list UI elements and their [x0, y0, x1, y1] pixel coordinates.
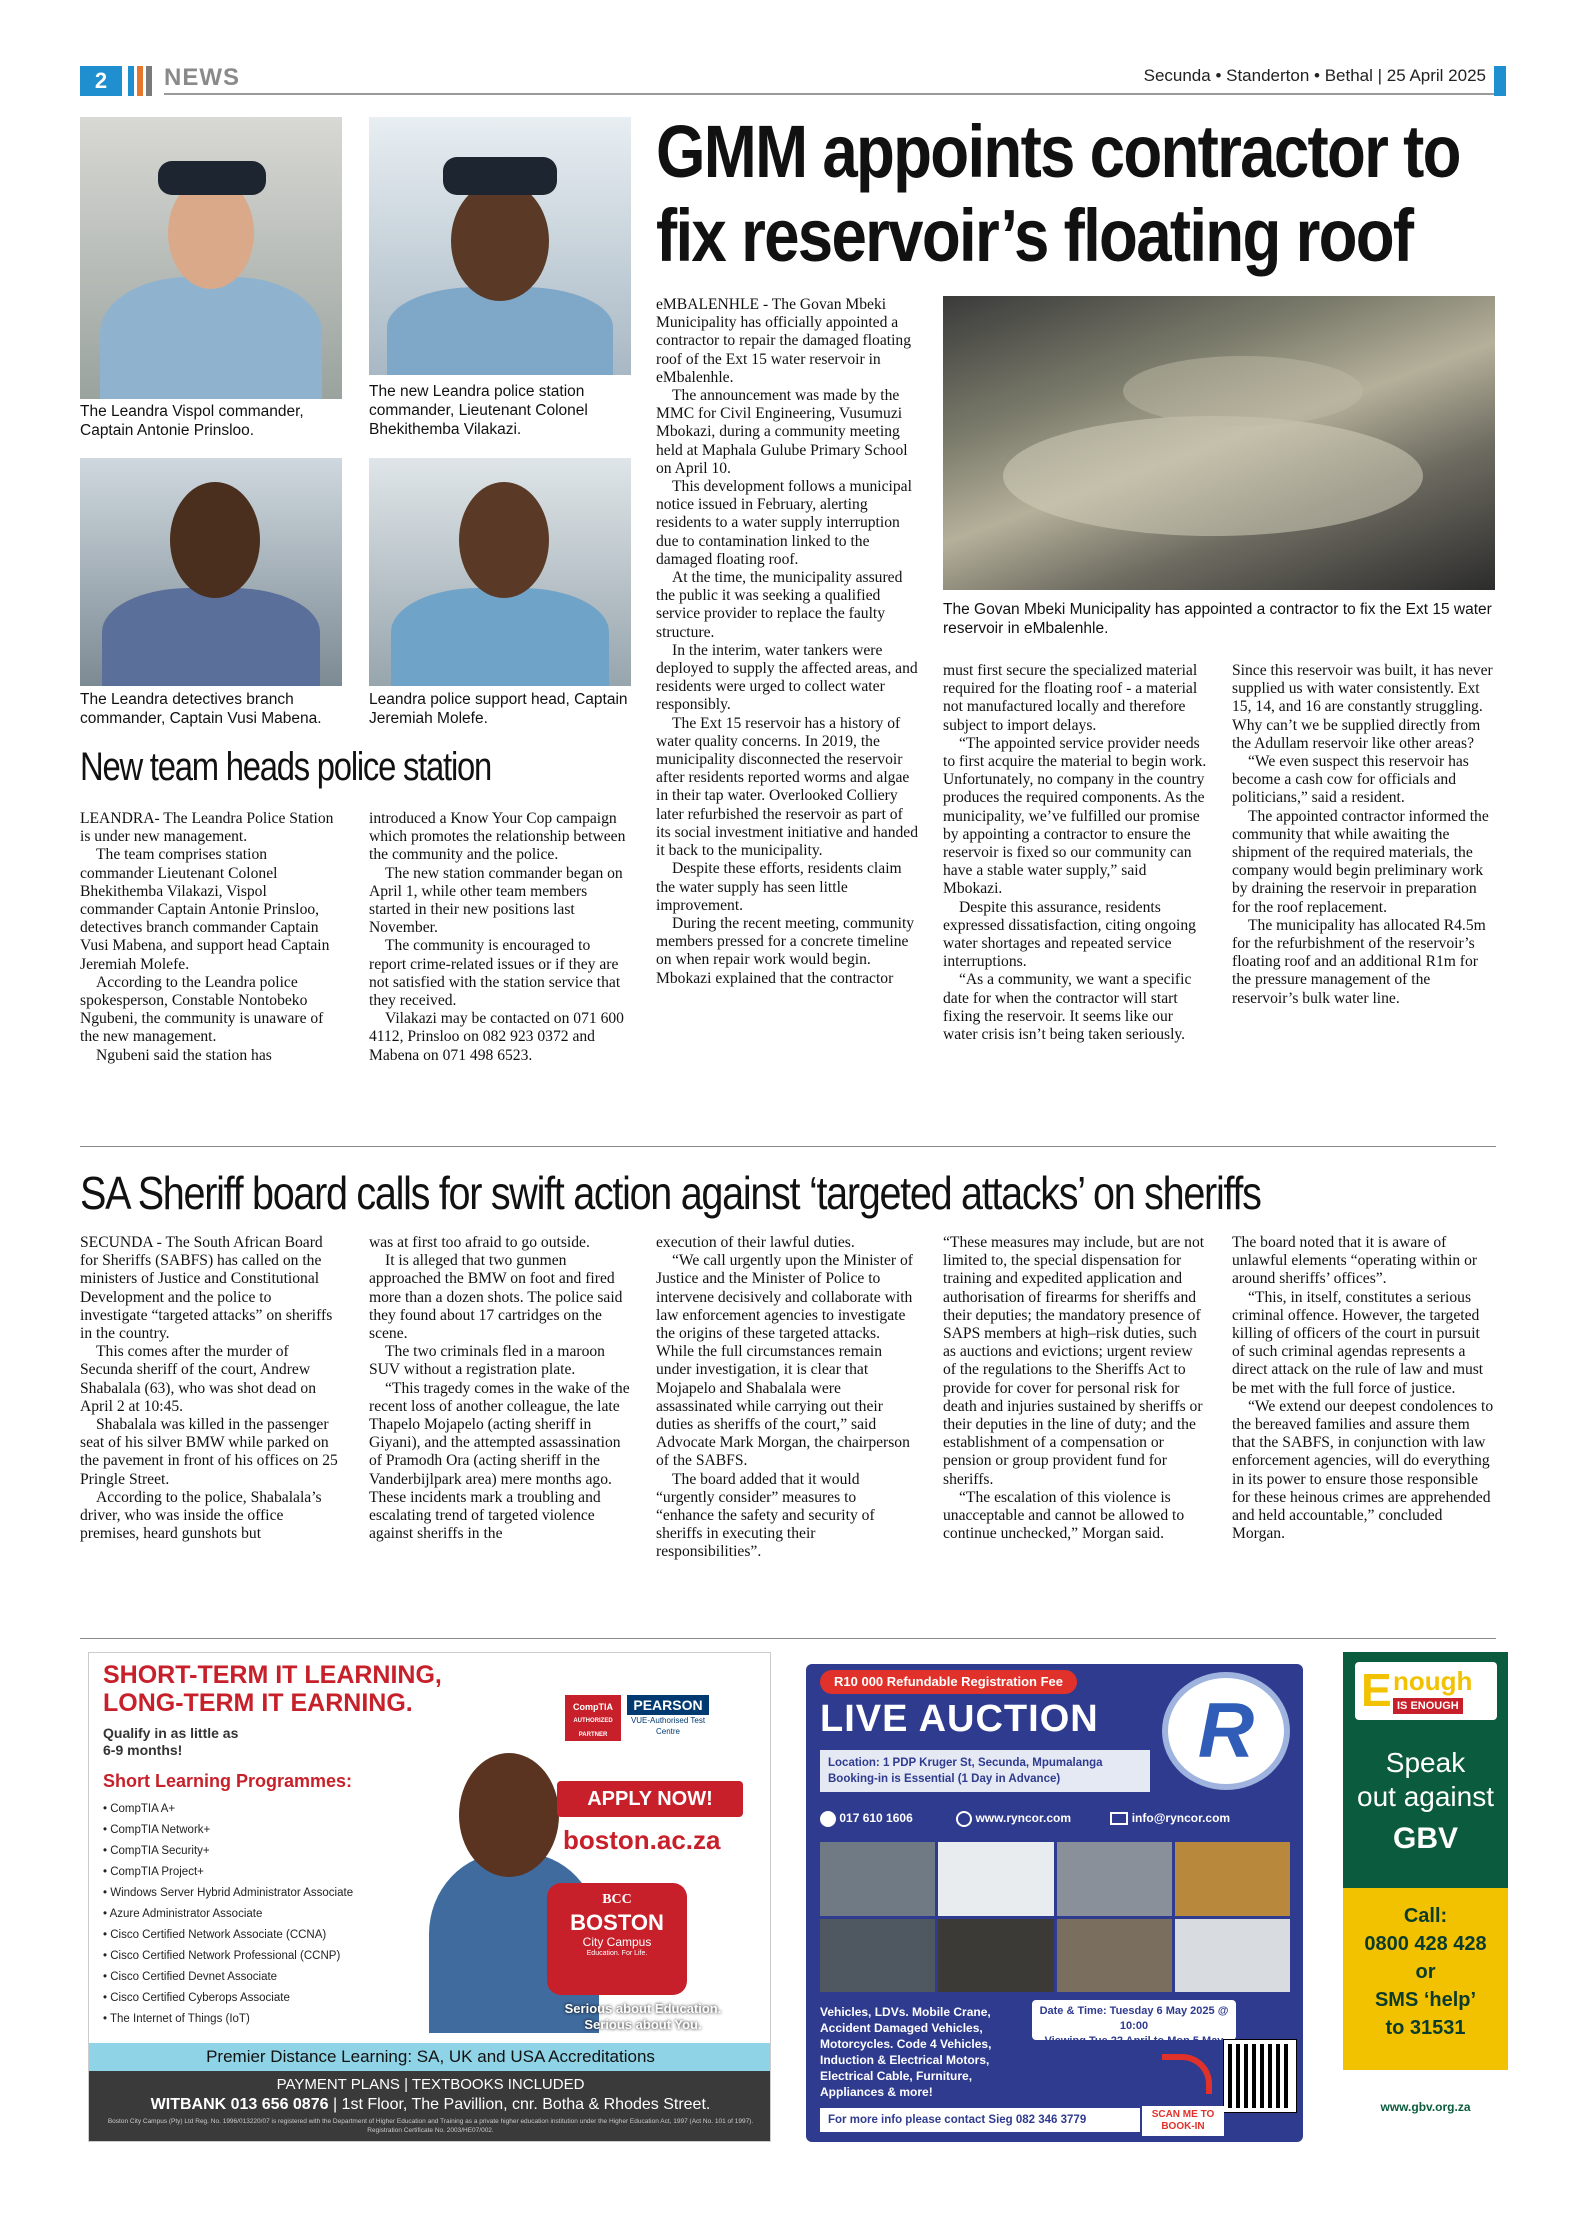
qr-code-icon[interactable]	[1224, 2040, 1296, 2112]
photo-caption: The Leandra Vispol commander, Captain Antonie Prinsloo.	[80, 403, 304, 439]
ad-headline: SHORT-TERM IT LEARNING, LONG-TERM IT EARNING.	[103, 1661, 442, 1717]
photo-caption: The new Leandra police station commander, Lieutenant Colonel Bhekithemba Vilakazi.	[369, 383, 588, 438]
programmes-list	[103, 1799, 353, 2030]
header-rule	[164, 93, 1494, 95]
serious-tagline: Serious about Education. Serious about You.	[564, 2001, 722, 2032]
ad-gbv[interactable]	[1343, 1652, 1508, 2070]
photo-caption: The Govan Mbeki Municipality has appointed a contractor to fix the Ext 15 water reservoir in eMbalenhle.	[943, 601, 1492, 637]
photo-molefe	[369, 458, 631, 686]
list-item: • CompTIA Project+	[103, 1866, 204, 1878]
section-divider	[80, 1146, 1496, 1147]
auction-photo-grid	[820, 1842, 1290, 1992]
comptia-badge: CompTIA AUTHORIZED PARTNER	[565, 1695, 621, 1741]
contact-bar	[820, 1802, 1290, 1834]
ad-qualify: Qualify in as little as 6-9 months!	[103, 1725, 239, 1758]
gbv-label: GBV	[1392, 1822, 1458, 1855]
list-item: • Cisco Certified Network Associate (CCNA)	[103, 1929, 327, 1941]
list-item: • Windows Server Hybrid Administrator Associate	[103, 1887, 354, 1899]
speak-out-text: Speak out against	[1357, 1747, 1494, 1812]
ad-boston[interactable]	[88, 1652, 771, 2142]
location-box: Location: 1 PDP Kruger St, Secunda, Mpumalanga Booking-in is Essential (1 Day in Advance)	[820, 1750, 1150, 1792]
boston-logo: BCC BOSTON City Campus Education. For Life.	[547, 1883, 687, 1995]
photo-caption: The Leandra detectives branch commander, Captain Vusi Mabena.	[80, 691, 322, 727]
headline-gmm: GMM appoints contractor to fix reservoir’s floating roof	[656, 110, 1460, 277]
sheriff-col-2: was at first too afraid to go outside. It is alleged that two gunmen approached the BMW on foot and fired more than a dozen shots. The police said they found about 17 cartridges on the scene. The two criminals fled in a maroon SUV without a registration plate. “This tragedy comes in the wake of the recent loss of another colleague, the late Thapelo Mojapelo (acting sheriff in Giyani), and the attempted assassination of Pramodh Ora (acting sheriff in the Vanderbijlpark area) mere months ago. These incidents mark a troubling and escalating trend of targeted violence against sheriffs in the	[369, 1234, 630, 1543]
date-box: Date & Time: Tuesday 6 May 2025 @ 10:00 Viewing Tue 22 April to Mon 5 May 2025	[1032, 2000, 1236, 2040]
photo-prinsloo	[80, 117, 342, 399]
website-link[interactable]: www.ryncor.com	[975, 1811, 1072, 1825]
list-item: • Cisco Certified Devnet Associate	[103, 1971, 278, 1983]
helpline-box: Call: 0800 428 428 or SMS ‘help’ to 31531	[1343, 1888, 1508, 2070]
ad-auction[interactable]	[806, 1664, 1303, 2142]
dateline: Secunda • Standerton • Bethal | 25 April 2025	[1143, 66, 1486, 85]
payment-bar: PAYMENT PLANS | TEXTBOOKS INCLUDED WITBANK 013 656 0876 | 1st Floor, The Pavillion, cnr. Botha & Rhodes Street. Boston City Campus (Pty) Ltd Reg. No. 1996/013220/07 is registered with the Department of Higher Education and Training as a private higher education institution under the Higher Education Act, 1997 (Act No. 101 of 1997). Registration Certificate No. 2003/HE07/002.	[89, 2071, 771, 2142]
list-item: • The Internet of Things (IoT)	[103, 2013, 250, 2025]
list-item: • Azure Administrator Associate	[103, 1908, 263, 1920]
page-number: 2	[80, 66, 122, 96]
photo-vilakazi	[369, 117, 631, 375]
gmm-col-1: eMBALENHLE - The Govan Mbeki Municipality has officially appointed a contractor to repair the damaged floating roof of the Ext 15 water reservoir in eMbalenhle. The announcement was made by the MMC for Civil Engineering, Vusumuzi Mbokazi, during a community meeting held at Maphala Gulube Primary School on April 10. This development follows a municipal notice issued in February, alerting residents to a water supply interruption due to contamination linked to the damaged floating roof. At the time, the municipality assured the public it was seeking a qualified service provider to replace the faulty structure. In the interim, water tankers were deployed to supply the affected areas, and residents were urged to collect water responsibly. The Ext 15 reservoir has a history of water quality concerns. In 2019, the municipality disconnected the reservoir after residents reported worms and algae in their tap water. Overlooked Colliery later refurbished the reservoir as part of its social investment initiative and handed it back to the municipality. Despite these efforts, residents claim the water supply has seen little improvement. During the recent meeting, community members pressed for a concrete timeline on when repair work would begin. Mbokazi explained that the contractor	[656, 296, 919, 987]
header-tab	[1494, 66, 1506, 96]
list-item: • CompTIA A+	[103, 1803, 176, 1815]
gmm-col-2: must first secure the specialized material required for the floating roof - a material not manufactured locally and therefore subject to import delays. “The appointed service provider needs to first acquire the material to begin work. Unfortunately, no company in the country produces the required components. As the municipality, we’ve fulfilled our promise by appointing a contractor to ensure the reservoir is fixed so our community can have a stable water supply,” said Mbokazi. Despite this assurance, residents expressed dissatisfaction, citing ongoing water shortages and repeated service interruptions. “As a community, we want a specific date for when the contractor will start fixing the reservoir. It seems like our water crisis isn’t being taken seriously.	[943, 662, 1207, 1044]
section-label: NEWS	[164, 64, 240, 91]
globe-icon	[956, 1811, 972, 1827]
arrow-icon	[1162, 2054, 1212, 2094]
pearson-logo: PEARSON VUE-Authorised Test Centre	[627, 1695, 709, 1741]
auction-title: LIVE AUCTION	[820, 1698, 1099, 1740]
email-link[interactable]: info@ryncor.com	[1131, 1811, 1231, 1825]
scan-label: SCAN ME TO BOOK-IN	[1142, 2106, 1224, 2136]
ads-divider	[80, 1638, 1496, 1639]
team-col-2: introduced a Know Your Cop campaign which promotes the relationship between the community and the police. The new station commander began on April 1, while other team members started in their new positions last November. The community is encouraged to report crime-related issues or if they are not satisfied with the station service that they received. Vilakazi may be contacted on 071 600 4112, Prinsloo on 082 923 0372 and Mabena on 071 498 6523.	[369, 810, 626, 1064]
section-bars-icon	[128, 66, 152, 96]
fee-badge: R10 000 Refundable Registration Fee	[820, 1670, 1077, 1694]
gmm-col-3: Since this reservoir was built, it has never supplied us with water consistently. Ext 15, 14, and 16 are constantly struggling. Why can’t we be supplied directly from the Adullam reservoir like other areas? “We even suspect this reservoir has become a cash cow for officials and politicians,” said a resident. The appointed contractor informed the community that while awaiting the shipment of the required materials, the company would begin preliminary work by draining the reservoir in preparation for the roof replacement. The municipality has allocated R4.5m for the refurbishment of the reservoir’s floating roof and an additional R1m for the pressure management of the reservoir’s bulk water line.	[1232, 662, 1493, 1007]
list-item: • Cisco Certified Cyberops Associate	[103, 1992, 290, 2004]
helpline-number[interactable]: 0800 428 428	[1364, 1933, 1487, 1955]
ryncor-logo: R	[1162, 1672, 1290, 1790]
team-col-1: LEANDRA- The Leandra Police Station is under new management. The team comprises station commander Lieutenant Colonel Bhekithemba Vilakazi, Vispol commander Captain Antonie Prinsloo, detectives branch commander Captain Vusi Mabena, and support head Captain Jeremiah Molefe. According to the Leandra police spokesperson, Constable Nontobeko Ngubeni, the community is unaware of the new management. Ngubeni said the station has	[80, 810, 334, 1064]
list-item: • CompTIA Network+	[103, 1824, 211, 1836]
apply-now-button[interactable]: APPLY NOW!	[557, 1781, 743, 1817]
sheriff-col-5: The board noted that it is aware of unlawful elements “operating within or around sheriffs’ offices”. “This, in itself, constitutes a serious criminal offence. However, the targeted killing of officers of the court in pursuit of such criminal agendas represents a direct attack on the rule of law and must be met with the full force of justice. “We extend our deepest condolences to the bereaved families and assure them that the SABFS, in conjunction with law enforcement agencies, will do everything in its power to ensure those responsible for these heinous crimes are apprehended and held accountable,” concluded Morgan.	[1232, 1234, 1494, 1543]
mail-icon	[1110, 1812, 1128, 1825]
boston-url[interactable]: boston.ac.za	[563, 1825, 721, 1855]
sheriff-col-4: “These measures may include, but are not limited to, the special dispensation for training and expedited application and authorisation of firearms for sheriffs and their deputies; the mandatory presence of SAPS members at high–risk duties, such as auctions and evictions; urgent review of the regulations to the Sheriffs Act to provide for cover for personal risk for death and injuries sustained by sheriffs or their deputies in the line of duty; and the establishment of a compensation or pension or group provident fund for sheriffs. “The escalation of this violence is unacceptable and cannot be allowed to continue unchecked,” Morgan said.	[943, 1234, 1205, 1543]
phone-icon	[820, 1811, 836, 1827]
headline-sheriff: SA Sheriff board calls for swift action against ‘targeted attacks’ on sheriffs	[80, 1167, 1261, 1219]
photo-reservoir-roof	[943, 296, 1495, 590]
photo-caption: Leandra police support head, Captain Jeremiah Molefe.	[369, 691, 628, 727]
enough-logo: E nough IS ENOUGH	[1355, 1662, 1497, 1720]
headline-team: New team heads police station	[80, 745, 492, 789]
gbv-url[interactable]: www.gbv.org.za	[1380, 2100, 1471, 2114]
phone-number[interactable]: 017 610 1606	[839, 1811, 913, 1825]
list-item: • Cisco Certified Network Professional (CCNP)	[103, 1950, 341, 1962]
photo-mabena	[80, 458, 342, 686]
auction-items: Vehicles, LDVs. Mobile Crane, Accident Damaged Vehicles, Motorcycles. Code 4 Vehicles, Induction & Electrical Motors, Electrical Cable, Furniture, Appliances & more!	[820, 2005, 992, 2099]
sheriff-col-3: execution of their lawful duties. “We call urgently upon the Minister of Justice and the Minister of Police to intervene decisively and collaborate with law enforcement agencies to investigate the origins of these targeted attacks. While the full circumstances remain under investigation, it is clear that Mojapelo and Shabalala were assassinated while carrying out their duties as sheriffs of the court,” said Advocate Mark Morgan, the chairperson of the SABFS. The board added that it would “urgently consider” measures to “enhance the safety and security of sheriffs in executing their responsibilities”.	[656, 1234, 913, 1561]
sheriff-col-1: SECUNDA - The South African Board for Sheriffs (SABFS) has called on the ministers of Justice and Constitutional Development and the police to investigate “targeted attacks” on sheriffs in the country. This comes after the murder of Secunda sheriff of the court, Andrew Shabalala (63), who was shot dead on April 2 at 10:45. Shabalala was killed in the passenger seat of his silver BMW while parked on the pavement in front of his offices on 25 Pringle Street. According to the police, Shabalala’s driver, who was inside the office premises, heard gunshots but	[80, 1234, 338, 1543]
list-item: • CompTIA Security+	[103, 1845, 210, 1857]
more-info-bar: For more info please contact Sieg 082 346 3779	[820, 2108, 1140, 2132]
premier-banner: Premier Distance Learning: SA, UK and USA Accreditations	[89, 2043, 771, 2071]
programmes-title: Short Learning Programmes:	[103, 1771, 353, 1791]
